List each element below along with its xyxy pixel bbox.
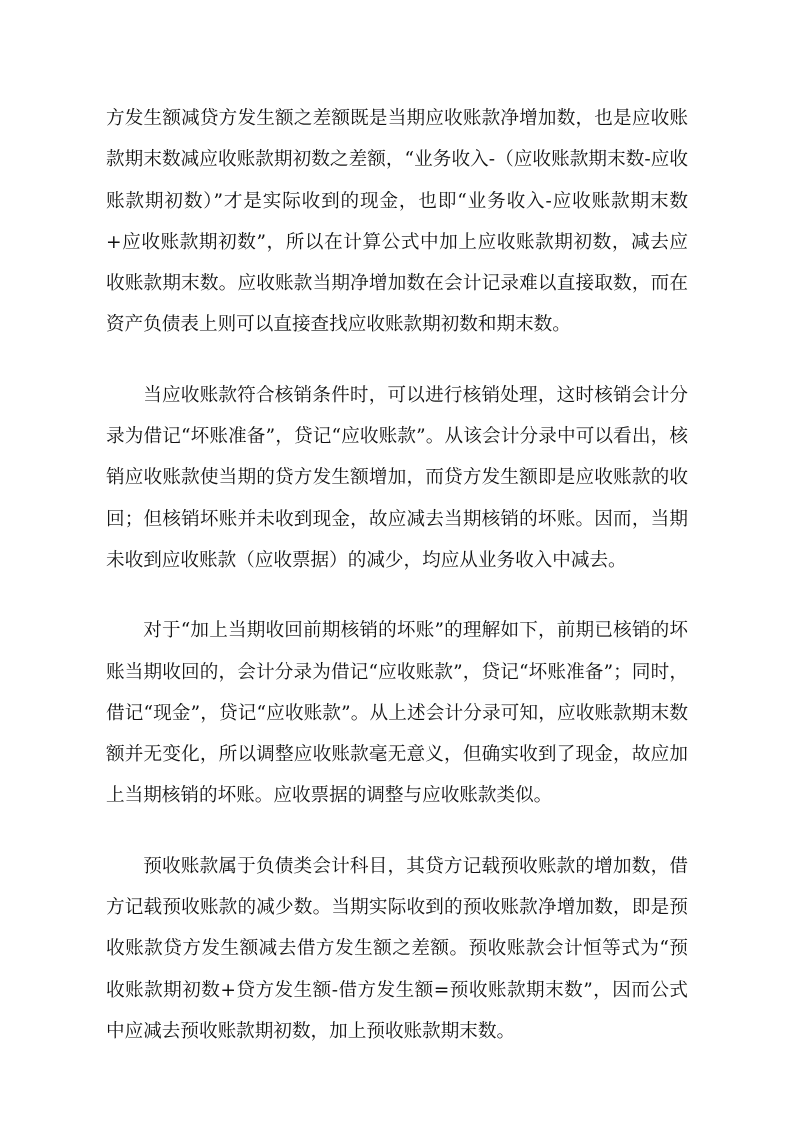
paragraph-bad-debt-writeoff: 当应收账款符合核销条件时，可以进行核销处理，这时核销会计分录为借记“坏账准备”，贷记“应收账款”。从该会计分录中可以看出，核销应收账款使当期的贷方发生额增加，而贷方发生额即是应收账款的收回；但核销坏账并未收到现金，故应减去当期核销的坏账。因而，当期未收到应收账款（应收票据）的减少，均应从业务收入中减去。 xyxy=(106,384,688,571)
paragraph-recovered-bad-debt: 对于“加上当期收回前期核销的坏账”的理解如下，前期已核销的坏账当期收回的，会计分录为借记“应收账款”，贷记“坏账准备”；同时，借记“现金”，贷记“应收账款”。从上述会计分录可知，应收账款期末数额并无变化，所以调整应收账款毫无意义，但确实收到了现金，故应加上当期核销的坏账。应收票据的调整与应收账款类似。 xyxy=(106,620,688,807)
paragraph-advance-receipts: 预收账款属于负债类会计科目，其贷方记载预收账款的增加数，借方记载预收账款的减少数。当期实际收到的预收账款净增加数，即是预收账款贷方发生额减去借方发生额之差额。预收账款会计恒等式为“预收账款期初数+贷方发生额-借方发生额=预收账款期末数”，因而公式中应减去预收账款期初数，加上预收账款期末数。 xyxy=(106,855,688,1042)
document-page xyxy=(106,98,688,1081)
paragraph-receivables-net-increase: 方发生额减贷方发生额之差额既是当期应收账款净增加数，也是应收账款期末数减应收账款期初数之差额，“业务收入-（应收账款期末数-应收账款期初数）”才是实际收到的现金，也即“业务收入-应收账款期末数+应收账款期初数”，所以在计算公式中加上应收账款期初数，减去应收账款期末数。应收账款当期净增加数在会计记录难以直接取数，而在资产负债表上则可以直接查找应收账款期初数和期末数。 xyxy=(106,108,688,336)
